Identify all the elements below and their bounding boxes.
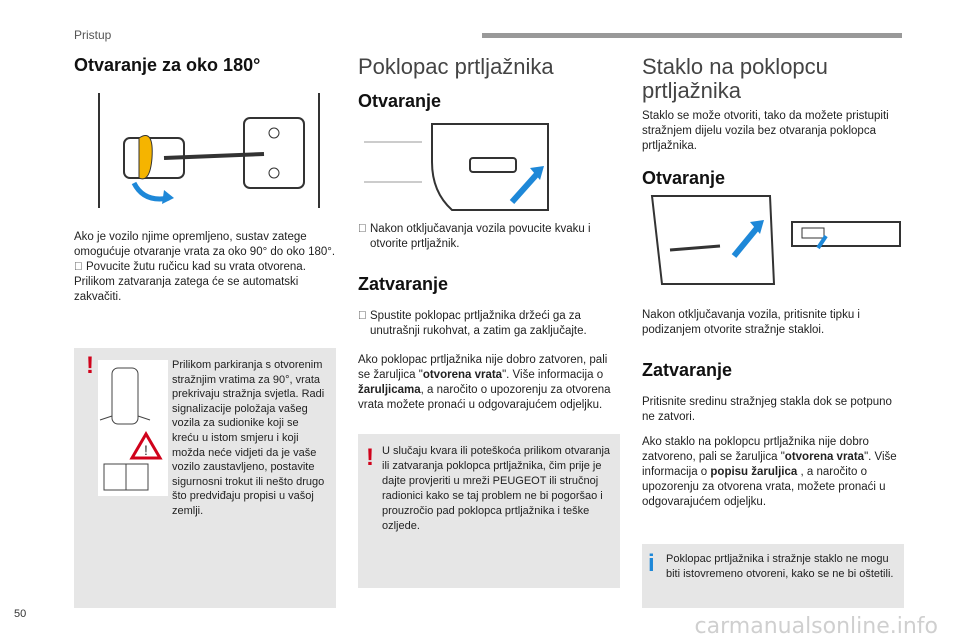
warning-icon: ! xyxy=(366,444,374,471)
trunk-lamp-para: Ako poklopac prtljažnika nije dobro zatvoren, pali se žaruljica "otvorena vrata". Više informacija o žaruljicama, a naročito o upozorenju za otvorena vrata možete pronaći u odgovarajućem odjeljku. xyxy=(358,354,611,411)
warning-icon: ! xyxy=(86,352,94,379)
arrow-icon xyxy=(358,222,370,252)
trunk-lid-illustration xyxy=(362,122,556,212)
trunk-bullet-open: Nakon otključavanja vozila povucite kvaku i otvorite prtljažnik. xyxy=(358,222,620,252)
subtitle-window-closing: Zatvaranje xyxy=(642,360,733,380)
window-para2: Pritisnite sredinu stražnjeg stakla dok se potpuno ne zatvori. xyxy=(642,396,892,423)
svg-text:!: ! xyxy=(144,442,148,458)
warning-text-trunk: U slučaju kvara ili poteškoća prilikom otvaranja ili zatvaranja poklopca prtljažnika, čim prije je dajte provjeriti u mreži PEUGEOT ili stručnoj radionici kako se taj problem ne bi pogoršao i prouzročio pad poklopca prtljažnika i teške ozljede. xyxy=(382,445,611,532)
trunk-text xyxy=(358,222,620,413)
section-label: Pristup xyxy=(74,28,112,42)
title-rear-window: Staklo na poklopcu prtljažnika xyxy=(642,54,828,103)
window-para3: Ako staklo na poklopcu prtljažnika nije dobro zatvoreno, pali se žaruljica "otvorena vrata". Više informacija o popisu žaruljica , a naročito o upozorenju za otvorena vrata, možete pronaći u odgovarajućem odjeljku. xyxy=(642,436,897,508)
info-box-window xyxy=(642,544,904,608)
arrow-icon xyxy=(74,260,86,275)
title-opening-180: Otvaranje za oko 180° xyxy=(74,55,261,75)
header-bar xyxy=(482,33,902,38)
trunk-bullet-close: Spustite poklopac prtljažnika držeći ga za unutrašnji rukohvat, a zatim ga zaključajte. xyxy=(358,309,620,339)
window-intro: Staklo se može otvoriti, tako da možete pristupiti stražnjem dijelu vozila bez otvaranja poklopca prtljažnika. xyxy=(642,110,889,152)
arrow-icon xyxy=(358,309,370,339)
info-icon: i xyxy=(648,550,655,577)
info-text-window: Poklopac prtljažnika i stražnje staklo ne mogu biti istovremeno otvoreni, kako se ne bi oštetili. xyxy=(666,553,894,580)
door-bullet1: Povucite žutu ručicu kad su vrata otvorena. xyxy=(74,260,336,275)
window-text xyxy=(642,308,904,510)
warning-box-parking xyxy=(74,348,336,608)
subtitle-window-opening: Otvaranje xyxy=(642,168,726,188)
warning-box-trunk xyxy=(358,434,620,588)
door-para2: Prilikom zatvaranja zatega će se automatski zakvačiti. xyxy=(74,276,299,303)
subtitle-closing: Zatvaranje xyxy=(358,274,449,294)
column-rear-window xyxy=(642,55,904,189)
watermark-site: carmanualsonline.info xyxy=(694,614,938,639)
column-trunk-lid xyxy=(358,55,620,112)
window-para1: Nakon otključavanja vozila, pritisnite tipku i podizanjem otvorite stražnje stakloi. xyxy=(642,309,860,336)
page-number: 50 xyxy=(14,608,27,620)
title-trunk-lid: Poklopac prtljažnika xyxy=(358,54,554,79)
door-text xyxy=(74,230,336,305)
door-strap-illustration xyxy=(94,88,326,218)
warning-text-parking: Prilikom parkiranja s otvorenim stražnjim vratima za 90°, vrata prekrivaju stražnja svjetla. Radi signalizacije položaja vašeg vozila za sudionike koji se kreću u istom smjeru i koji možda neće vidjeti da je vaše vozilo zaustavljeno, postavite sigurnosni trokut ili nešto drugo što predviđaju propisi u vašoj zemlji. xyxy=(172,359,325,517)
rear-window-illustration xyxy=(642,188,904,292)
column-door-opening xyxy=(74,55,336,76)
parking-illustration xyxy=(98,360,168,496)
door-para1: Ako je vozilo njime opremljeno, sustav zatege omogućuje otvaranje vrata za oko 90° do oko 180°. xyxy=(74,231,336,258)
subtitle-opening: Otvaranje xyxy=(358,91,442,111)
